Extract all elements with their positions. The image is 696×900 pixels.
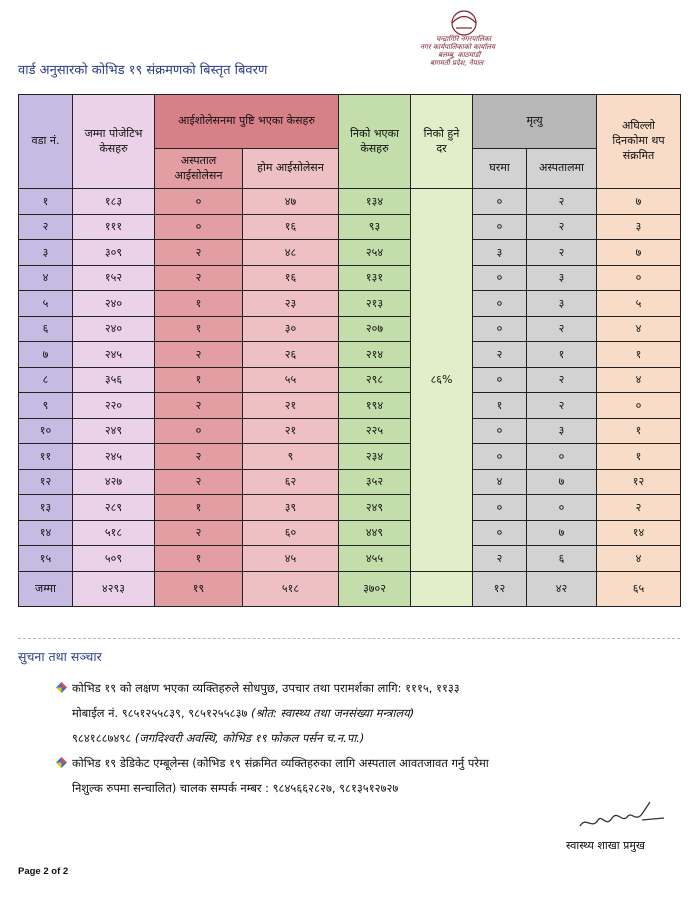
death-hospital-cell: ३: [527, 418, 597, 444]
notes-list: [56, 676, 686, 801]
ward-cell: ३: [19, 240, 73, 266]
death-hospital-cell: २: [527, 393, 597, 419]
cured-cell: ९३: [339, 214, 411, 240]
table-row: [19, 240, 681, 266]
page-number: Page 2 of 2: [18, 866, 69, 877]
table-row: [19, 214, 681, 240]
ward-cell: १: [19, 189, 73, 215]
table-row: [19, 469, 681, 495]
header-death-group: मृत्यु: [473, 95, 597, 149]
ward-cell: १४: [19, 520, 73, 546]
totals-hospital-isolation: १९: [155, 571, 243, 606]
note1-line2: [72, 701, 686, 726]
note1-focal-person: (जगदिश्वरी अवस्थि, कोभिड १९ फोकल पर्सन च.न.पा.): [134, 731, 365, 745]
ward-cell: ९: [19, 393, 73, 419]
table-row: [19, 189, 681, 215]
total-cell: ५१८: [73, 520, 155, 546]
new-cases-cell: ४: [597, 546, 681, 572]
new-cases-cell: २: [597, 495, 681, 521]
home-isolation-cell: ३९: [243, 495, 339, 521]
header-death-hospital: अस्पतालमा: [527, 149, 597, 189]
cured-cell: २५४: [339, 240, 411, 266]
hospital-isolation-cell: ०: [155, 418, 243, 444]
hospital-isolation-cell: २: [155, 240, 243, 266]
total-cell: २४०: [73, 316, 155, 342]
page-title: वार्ड अनुसारको कोभिड १९ संक्रमणको बिस्तृत बिवरण: [18, 63, 268, 78]
death-home-cell: ३: [473, 240, 527, 266]
new-cases-cell: १२: [597, 469, 681, 495]
home-isolation-cell: ४८: [243, 240, 339, 266]
home-isolation-cell: ३०: [243, 316, 339, 342]
death-home-cell: ०: [473, 367, 527, 393]
death-hospital-cell: ७: [527, 469, 597, 495]
ward-cell: १०: [19, 418, 73, 444]
death-home-cell: ०: [473, 444, 527, 470]
totals-label: जम्मा: [19, 571, 73, 606]
section-divider: [18, 638, 680, 639]
header-new-cases: अघिल्लो दिनकोमा थप संक्रमित: [597, 95, 681, 189]
signature-title: स्वास्थ्य शाखा प्रमुख: [566, 839, 645, 852]
total-cell: २२०: [73, 393, 155, 419]
ward-cell: ११: [19, 444, 73, 470]
new-cases-cell: १: [597, 418, 681, 444]
home-isolation-cell: ६०: [243, 520, 339, 546]
home-isolation-cell: ९: [243, 444, 339, 470]
note1-mobile: मोबाईल नं. ९८५१२५५८३९, ९८५१२५५८३७: [72, 706, 248, 720]
table-row: [19, 291, 681, 317]
hospital-isolation-cell: १: [155, 316, 243, 342]
death-hospital-cell: २: [527, 189, 597, 215]
total-cell: ५०९: [73, 546, 155, 572]
total-cell: २४०: [73, 291, 155, 317]
table-row: [19, 495, 681, 521]
header-death-home: घरमा: [473, 149, 527, 189]
new-cases-cell: ४: [597, 367, 681, 393]
death-home-cell: ०: [473, 418, 527, 444]
note1-source: (श्रोत: स्वास्थ्य तथा जनसंख्या मन्त्रालय): [251, 706, 415, 720]
total-cell: १५२: [73, 265, 155, 291]
total-cell: ४२७: [73, 469, 155, 495]
total-cell: १११: [73, 214, 155, 240]
new-cases-cell: ३: [597, 214, 681, 240]
header-isolation-group: आईशोलेसनमा पुष्टि भएका केसहरु: [155, 95, 339, 149]
death-hospital-cell: २: [527, 240, 597, 266]
death-hospital-cell: २: [527, 367, 597, 393]
death-home-cell: ०: [473, 316, 527, 342]
cured-cell: ४४९: [339, 520, 411, 546]
new-cases-cell: ७: [597, 189, 681, 215]
ward-cell: ७: [19, 342, 73, 368]
death-home-cell: ०: [473, 189, 527, 215]
new-cases-cell: १४: [597, 520, 681, 546]
hospital-isolation-cell: २: [155, 520, 243, 546]
new-cases-cell: ४: [597, 316, 681, 342]
table-row: [19, 418, 681, 444]
ward-cell: ८: [19, 367, 73, 393]
death-hospital-cell: ६: [527, 546, 597, 572]
ward-cell: १५: [19, 546, 73, 572]
municipality-stamp: [412, 6, 530, 68]
total-cell: ३०९: [73, 240, 155, 266]
stamp-line-4: बागमती प्रदेश, नेपाल: [430, 59, 484, 67]
covid-ward-table: [18, 94, 681, 607]
ward-cell: १३: [19, 495, 73, 521]
note2-line1: कोभिड १९ डेडिकेट एम्बूलेन्स (कोभिड १९ संक्रमित व्यक्तिहरुका लागि अस्पताल आवतजावत गर्नु परेमा: [72, 756, 489, 770]
death-home-cell: ४: [473, 469, 527, 495]
hospital-isolation-cell: २: [155, 265, 243, 291]
table-row: [19, 520, 681, 546]
table-row: [19, 546, 681, 572]
cured-cell: ३५२: [339, 469, 411, 495]
totals-new-cases: ६५: [597, 571, 681, 606]
cured-cell: २९८: [339, 367, 411, 393]
table-row: [19, 265, 681, 291]
signature: [572, 796, 672, 836]
new-cases-cell: ५: [597, 291, 681, 317]
totals-home-isolation: ५१८: [243, 571, 339, 606]
death-hospital-cell: ७: [527, 520, 597, 546]
totals-death-home: १२: [473, 571, 527, 606]
total-cell: २४५: [73, 444, 155, 470]
header-hospital-isolation: अस्पताल आईसोलेसन: [155, 149, 243, 189]
ward-cell: २: [19, 214, 73, 240]
hospital-isolation-cell: १: [155, 367, 243, 393]
section-title: सुचना तथा सञ्चार: [18, 649, 102, 664]
hospital-isolation-cell: २: [155, 342, 243, 368]
death-home-cell: ०: [473, 291, 527, 317]
death-hospital-cell: ३: [527, 265, 597, 291]
recovery-rate-value: ८६%: [411, 189, 473, 572]
totals-positive: ४२९३: [73, 571, 155, 606]
header-total-positive: जम्मा पोजेटिभ केसहरु: [73, 95, 155, 189]
new-cases-cell: १: [597, 444, 681, 470]
home-isolation-cell: १६: [243, 265, 339, 291]
home-isolation-cell: २१: [243, 393, 339, 419]
note1-line1: कोभिड १९ को लक्षण भएका व्यक्तिहरुले सोधपुछ, उपचार तथा परामर्शका लागि: १११५, ११३३: [72, 681, 460, 695]
total-cell: २४९: [73, 418, 155, 444]
header-home-isolation: होम आईसोलेसन: [243, 149, 339, 189]
ward-cell: ५: [19, 291, 73, 317]
table-row: [19, 342, 681, 368]
total-cell: ३५६: [73, 367, 155, 393]
total-cell: १८३: [73, 189, 155, 215]
hospital-isolation-cell: २: [155, 469, 243, 495]
hospital-isolation-cell: ०: [155, 189, 243, 215]
table-row: [19, 367, 681, 393]
stamp-line-2: नगर कार्यपालिकाको कार्यालय: [420, 43, 495, 51]
total-cell: २४५: [73, 342, 155, 368]
header-recovery-rate: निको हुने दर: [411, 95, 473, 189]
cured-cell: १३१: [339, 265, 411, 291]
table-row: [19, 316, 681, 342]
note2-line2: निशुल्क रुपमा सन्चालित) चालक सम्पर्क नम्बर : ९८४५६६२८२७, ९८१३५१२७२७: [72, 781, 399, 795]
totals-cured: ३७०२: [339, 571, 411, 606]
death-home-cell: २: [473, 546, 527, 572]
home-isolation-cell: २६: [243, 342, 339, 368]
cured-cell: १३४: [339, 189, 411, 215]
home-isolation-cell: ४५: [243, 546, 339, 572]
hospital-isolation-cell: १: [155, 291, 243, 317]
death-hospital-cell: ०: [527, 495, 597, 521]
home-isolation-cell: २३: [243, 291, 339, 317]
note1-line3: [72, 726, 686, 751]
table-row: [19, 444, 681, 470]
new-cases-cell: ७: [597, 240, 681, 266]
hospital-isolation-cell: २: [155, 393, 243, 419]
hospital-isolation-cell: ०: [155, 214, 243, 240]
totals-row: [19, 571, 681, 606]
home-isolation-cell: ६२: [243, 469, 339, 495]
stamp-line-3: बलम्बु, काठमाडौं: [438, 51, 481, 59]
death-home-cell: ०: [473, 265, 527, 291]
death-hospital-cell: १: [527, 342, 597, 368]
header-cured: निको भएका केसहरु: [339, 95, 411, 189]
death-hospital-cell: ०: [527, 444, 597, 470]
ward-cell: ६: [19, 316, 73, 342]
ward-cell: ४: [19, 265, 73, 291]
death-home-cell: १: [473, 393, 527, 419]
note-item: [56, 751, 686, 801]
home-isolation-cell: ४७: [243, 189, 339, 215]
death-hospital-cell: २: [527, 214, 597, 240]
cured-cell: २२५: [339, 418, 411, 444]
cured-cell: १९४: [339, 393, 411, 419]
total-cell: २८९: [73, 495, 155, 521]
home-isolation-cell: २१: [243, 418, 339, 444]
death-home-cell: ०: [473, 520, 527, 546]
table-row: [19, 393, 681, 419]
death-home-cell: २: [473, 342, 527, 368]
diamond-bullet-icon: [56, 757, 67, 768]
hospital-isolation-cell: २: [155, 444, 243, 470]
totals-recovery-rate-empty: [411, 571, 473, 606]
new-cases-cell: ०: [597, 265, 681, 291]
hospital-isolation-cell: १: [155, 546, 243, 572]
cured-cell: २१४: [339, 342, 411, 368]
diamond-bullet-icon: [56, 682, 67, 693]
cured-cell: २०७: [339, 316, 411, 342]
cured-cell: ४५५: [339, 546, 411, 572]
hospital-isolation-cell: १: [155, 495, 243, 521]
stamp-line-1: चन्द्रागिरि नगरपालिका: [436, 35, 492, 43]
death-home-cell: ०: [473, 214, 527, 240]
death-home-cell: ०: [473, 495, 527, 521]
header-ward: वडा नं.: [19, 95, 73, 189]
cured-cell: २१३: [339, 291, 411, 317]
new-cases-cell: ०: [597, 393, 681, 419]
new-cases-cell: १: [597, 342, 681, 368]
home-isolation-cell: १६: [243, 214, 339, 240]
ward-cell: १२: [19, 469, 73, 495]
cured-cell: २३४: [339, 444, 411, 470]
home-isolation-cell: ५५: [243, 367, 339, 393]
note1-focal-number: ९८४१८८७४९८: [72, 731, 132, 745]
death-hospital-cell: २: [527, 316, 597, 342]
cured-cell: २४९: [339, 495, 411, 521]
totals-death-hospital: ४२: [527, 571, 597, 606]
death-hospital-cell: ३: [527, 291, 597, 317]
note-item: [56, 676, 686, 751]
